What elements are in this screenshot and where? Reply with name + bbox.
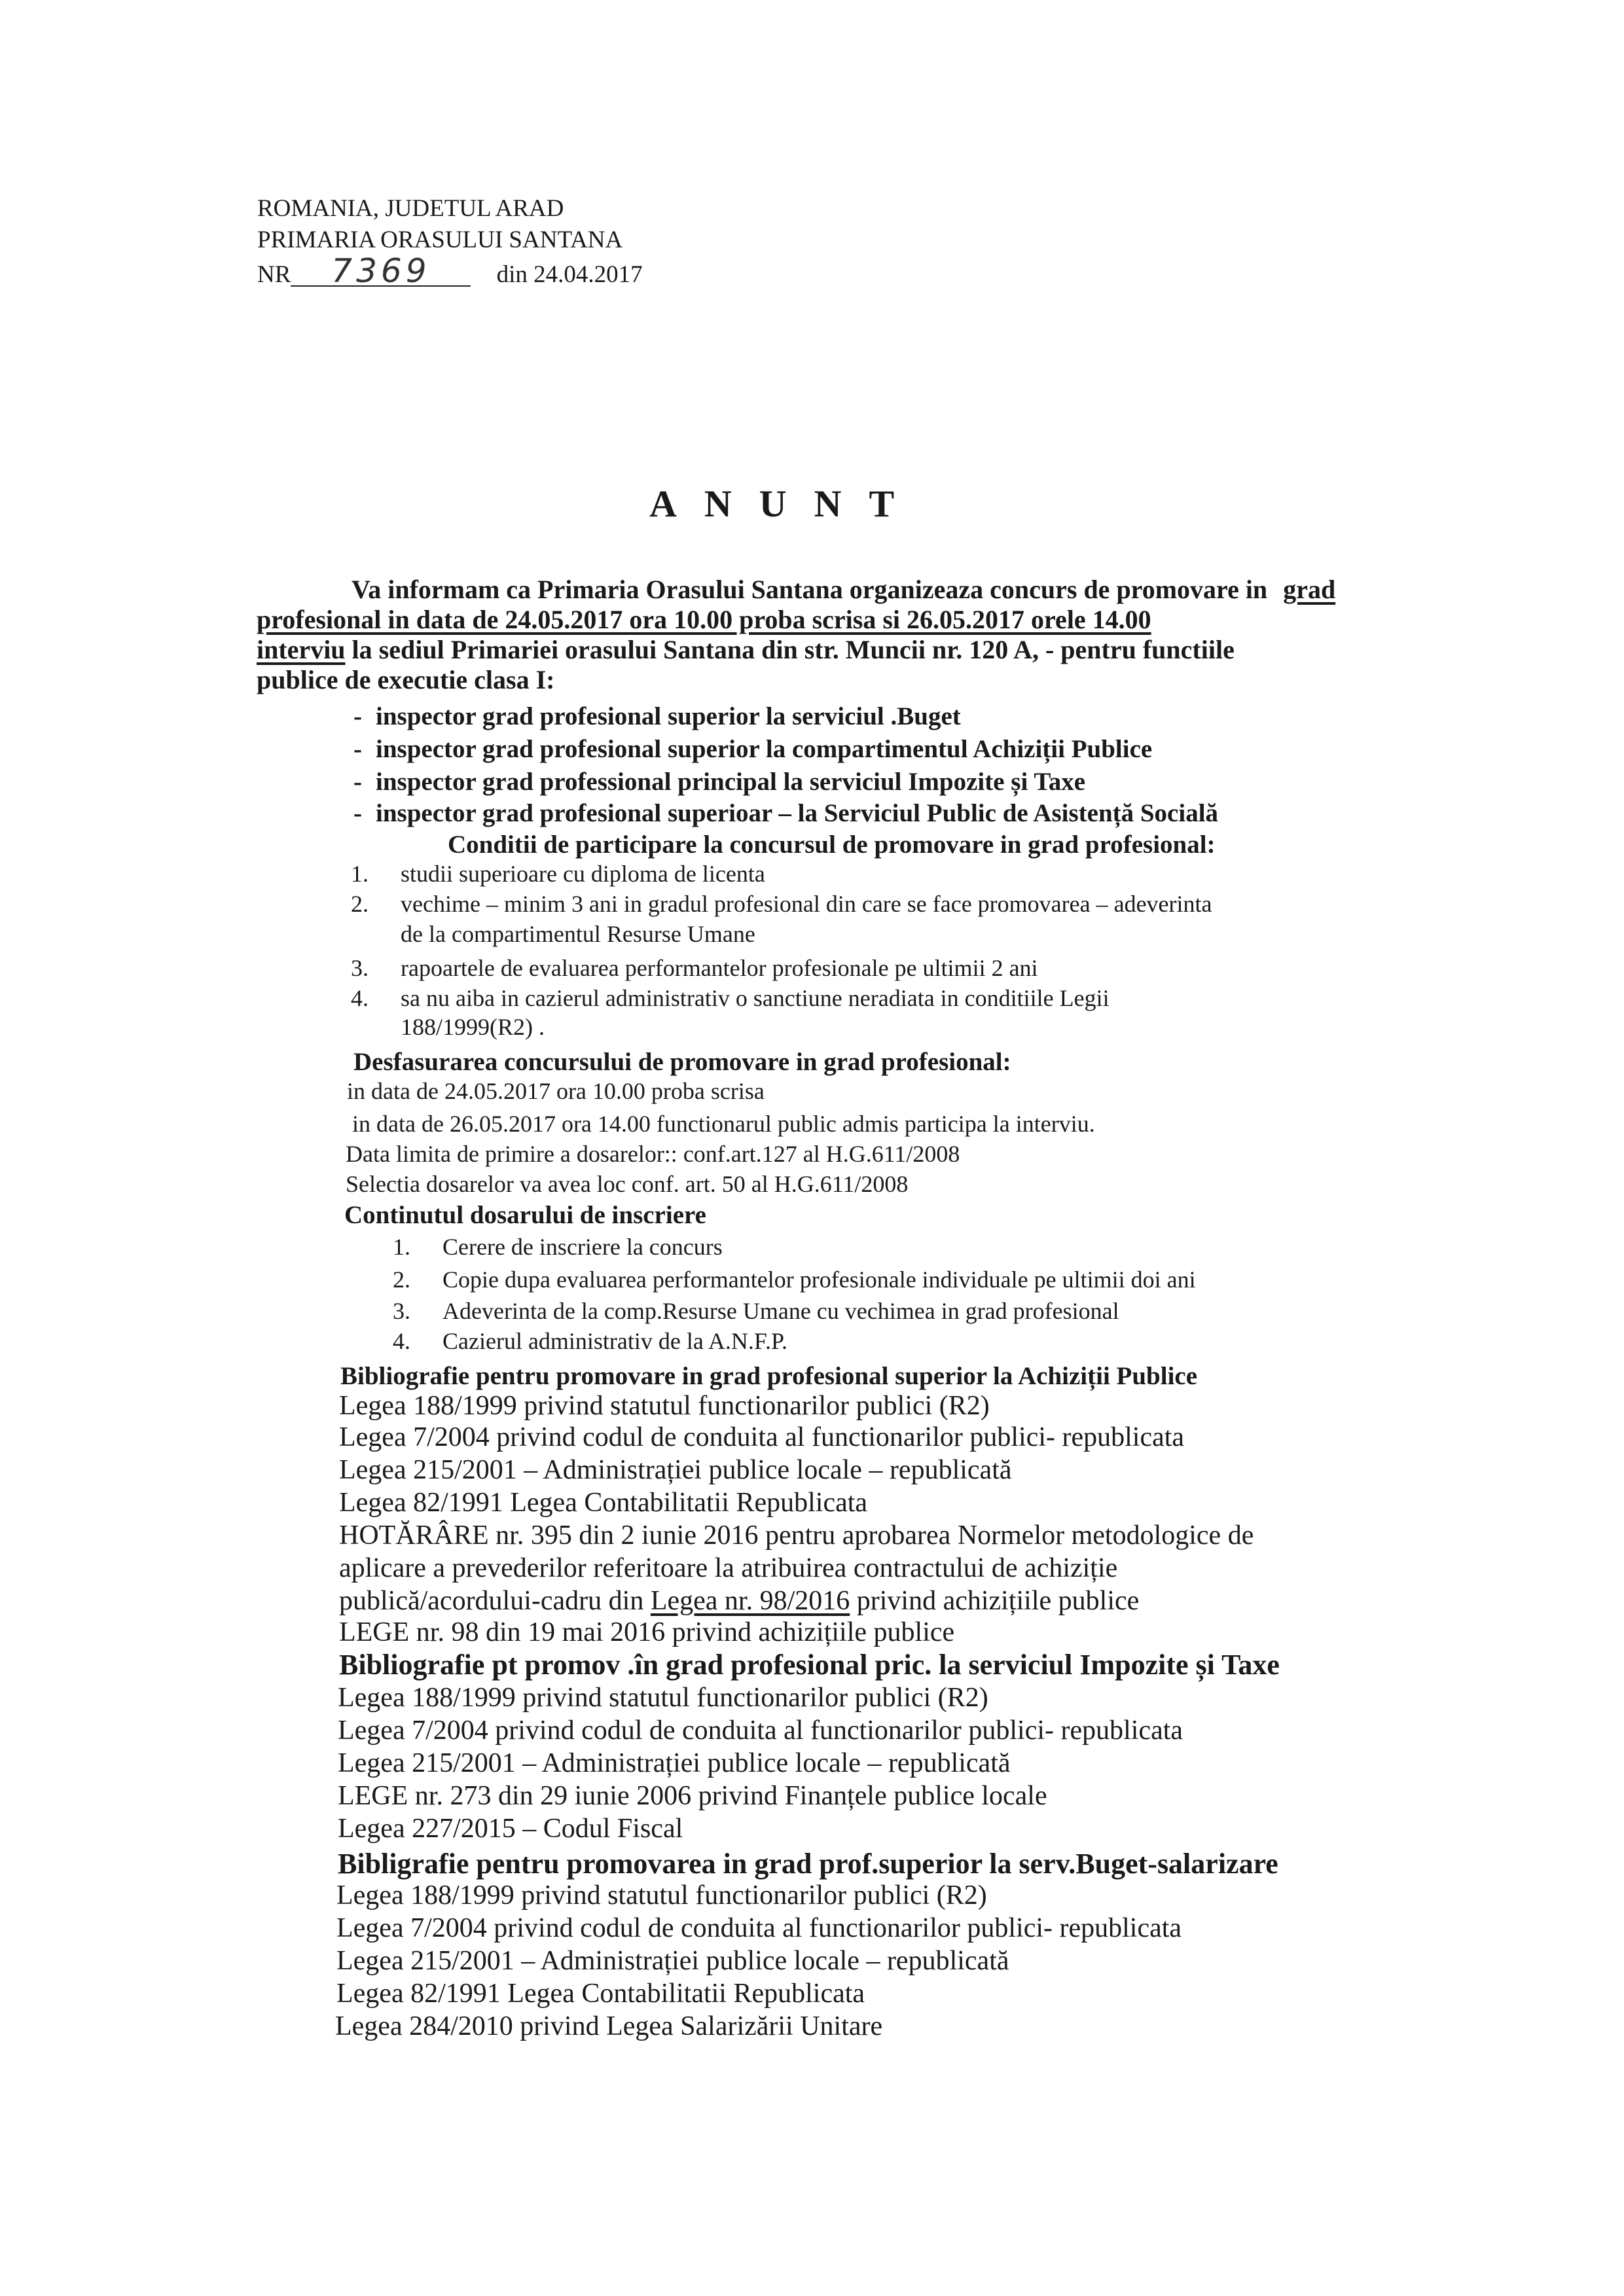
desfasurare-line: Selectia dosarelor va avea loc conf. art. 50 al H.G.611/2008: [346, 1171, 909, 1197]
header-date: din 24.04.2017: [496, 261, 643, 288]
desfasurare-line: in data de 26.05.2017 ora 14.00 functionarul public admis participa la interviu.: [352, 1111, 1095, 1137]
biblio-line: Legea 7/2004 privind codul de conduita al functionarilor publici- republicata: [336, 1913, 1182, 1943]
biblio-line: Legea 215/2001 – Administrației publice locale – republicată: [339, 1455, 1012, 1485]
nr-handwritten-value: 7369: [291, 257, 471, 287]
biblio-line: Legea 215/2001 – Administrației publice locale – republicată: [336, 1946, 1009, 1976]
position-item: - inspector grad profesional superior la compartimentul Achiziții Publice: [353, 735, 1153, 763]
header-institution: PRIMARIA ORASULUI SANTANA: [257, 226, 623, 253]
desfasurare-heading: Desfasurarea concursului de promovare in grad profesional:: [353, 1048, 1011, 1076]
biblio-line: Legea 7/2004 privind codul de conduita al functionarilor publici- republicata: [338, 1715, 1183, 1746]
dosar-item: 4. Cazierul administrativ de la A.N.F.P.: [393, 1328, 788, 1354]
biblio-line: Legea 82/1991 Legea Contabilitatii Republicata: [336, 1979, 865, 2009]
intro-underlined-3: interviu: [257, 635, 346, 664]
position-item: - inspector grad profesional superioar – la Serviciul Public de Asistență Socială: [353, 799, 1219, 827]
nr-label: NR: [257, 261, 291, 288]
biblio-line: Legea 284/2010 privind Legea Salarizării Unitare: [335, 2011, 883, 2041]
dosar-item: 2. Copie dupa evaluarea performantelor profesionale individuale pe ultimii doi ani: [393, 1266, 1196, 1293]
condition-item-cont: de la compartimentul Resurse Umane: [401, 921, 755, 947]
condition-item: 3. rapoartele de evaluarea performantelor profesionale pe ultimii 2 ani: [351, 955, 1038, 981]
condition-item-cont: 188/1999(R2) .: [401, 1014, 545, 1040]
page-title: ANUNT: [649, 482, 922, 525]
conditions-heading: Conditii de participare la concursul de promovare in grad profesional:: [448, 831, 1216, 859]
position-item: - inspector grad professional principal la serviciul Impozite și Taxe: [353, 768, 1086, 796]
position-item: - inspector grad profesional superior la serviciul .Buget: [353, 702, 961, 730]
desfasurare-line: in data de 24.05.2017 ora 10.00 proba scrisa: [347, 1078, 765, 1104]
header-county: ROMANIA, JUDETUL ARAD: [257, 195, 564, 222]
intro-line-3: interviu la sediul Primariei orasului Santana din str. Muncii nr. 120 A, - pentru functiile: [257, 635, 1235, 664]
biblio-buget-heading: Bibligrafie pentru promovarea in grad prof.superior la serv.Buget-salarizare: [338, 1848, 1278, 1880]
biblio-line: Legea 82/1991 Legea Contabilitatii Republicata: [339, 1488, 868, 1518]
condition-item: 4. sa nu aiba in cazierul administrativ o sanctiune neradiata in conditiile Legii: [351, 985, 1110, 1011]
biblio-line: HOTĂRÂRE nr. 395 din 2 iunie 2016 pentru aprobarea Normelor metodologice de: [339, 1520, 1254, 1551]
dosar-item: 3. Adeverinta de la comp.Resurse Umane cu vechimea in grad profesional: [393, 1298, 1119, 1324]
intro-line-1: Va informam ca Primaria Orasului Santana organizeaza concurs de promovare in grad: [352, 575, 1336, 604]
biblio-line: LEGE nr. 273 din 29 iunie 2006 privind Finanțele publice locale: [338, 1781, 1047, 1811]
biblio-achizitii-heading: Bibliografie pentru promovare in grad profesional superior la Achiziții Publice: [340, 1362, 1198, 1390]
header-registration: [257, 252, 643, 291]
biblio-line: Legea 188/1999 privind statutul functionarilor publici (R2): [336, 1880, 987, 1910]
biblio-line: Legea 188/1999 privind statutul functionarilor publici (R2): [339, 1391, 990, 1421]
legea-98-2016-link[interactable]: Legea nr. 98/2016: [650, 1586, 850, 1616]
biblio-line: Legea 7/2004 privind codul de conduita al functionarilor publici- republicata: [339, 1422, 1185, 1452]
dosar-item: 1. Cerere de inscriere la concurs: [393, 1234, 723, 1260]
intro-line-2: profesional in data de 24.05.2017 ora 10.00 proba scrisa si 26.05.2017 orele 14.00: [257, 605, 1151, 634]
condition-item: 2. vechime – minim 3 ani in gradul profesional din care se face promovarea – adeverinta: [351, 891, 1212, 917]
biblio-line: aplicare a prevederilor referitoare la atribuirea contractului de achiziție: [339, 1553, 1118, 1583]
biblio-line: LEGE nr. 98 din 19 mai 2016 privind achizițiile publice: [339, 1617, 955, 1647]
condition-item: 1. studii superioare cu diploma de licenta: [351, 861, 765, 887]
desfasurare-line: Data limita de primire a dosarelor:: conf.art.127 al H.G.611/2008: [346, 1141, 960, 1167]
biblio-line: Legea 215/2001 – Administrației publice locale – republicată: [338, 1748, 1011, 1778]
biblio-impozite-heading: Bibliografie pt promov .în grad profesional pric. la serviciul Impozite și Taxe: [339, 1649, 1280, 1681]
intro-line-4: publice de executie clasa I:: [257, 665, 555, 694]
intro-underlined-1: grad: [1283, 575, 1336, 604]
dosar-heading: Continutul dosarului de inscriere: [344, 1201, 706, 1229]
biblio-line: Legea 227/2015 – Codul Fiscal: [338, 1814, 683, 1844]
biblio-line: Legea 188/1999 privind statutul functionarilor publici (R2): [338, 1683, 988, 1713]
biblio-line: publică/acordului-cadru din Legea nr. 98/2016 privind achizițiile publice: [339, 1586, 1140, 1616]
